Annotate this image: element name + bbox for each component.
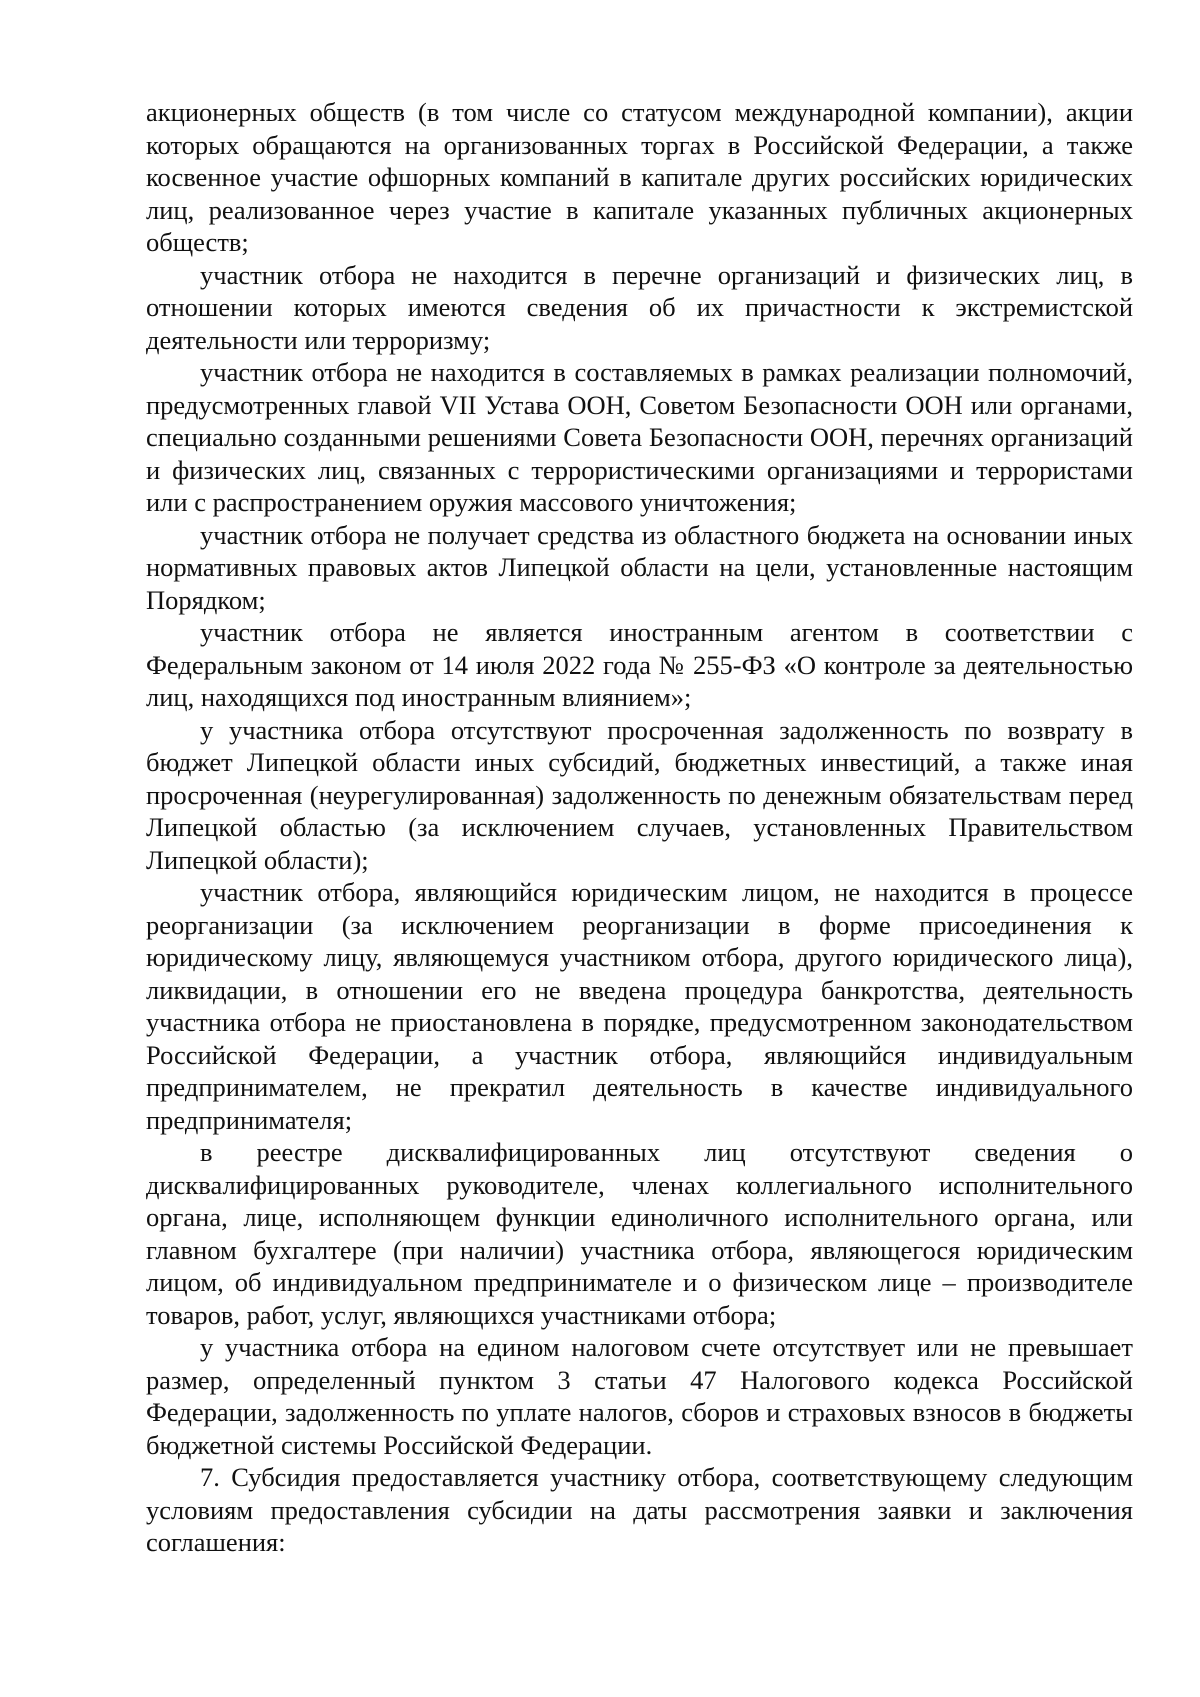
paragraph-tax-account: у участника отбора на едином налоговом счете отсутствует или не превышает размер, определенный пунктом 3 статьи 47 Налогового кодекса Российской Федерации, задолженность по уплате налогов, сборов и страховых взносов в бюджеты бюджетной системы Российской Федерации. xyxy=(146,1332,1133,1460)
paragraph-overdue-debt: у участника отбора отсутствуют просроченная задолженность по возврату в бюджет Липецкой области иных субсидий, бюджетных инвестиций, а также иная просроченная (неурегулированная) задолженность по денежным обязательствам перед Липецкой областью (за исключением случаев, установленных Правительством Липецкой области); xyxy=(146,714,1133,875)
paragraph-reorganization: участник отбора, являющийся юридическим лицом, не находится в процессе реорганизации (за исключением реорганизации в форме присоединения к юридическому лицу, являющемуся участником отбора, другого юридического лица), ликвидации, в отношении его не введена процедура банкротства, деятельность участника отбора не приостановлена в порядке, предусмотренном законодательством Российской Федерации, а участник отбора, являющийся индивидуальным предпринимателем, не прекратил деятельность в качестве индивидуального предпринимателя; xyxy=(146,877,1133,1135)
paragraph-regional-budget: участник отбора не получает средства из областного бюджета на основании иных нормативных правовых актов Липецкой области на цели, установленные настоящим Порядком; xyxy=(146,519,1133,615)
paragraph-extremism-list: участник отбора не находится в перечне организаций и физических лиц, в отношении которых имеются сведения об их причастности к экстремистской деятельности или терроризму; xyxy=(146,259,1133,355)
document-body xyxy=(146,96,1133,1559)
paragraph-continuation: акционерных обществ (в том числе со статусом международной компании), акции которых обращаются на организованных торгах в Российской Федерации, а также косвенное участие офшорных компаний в капитале других российских юридических лиц, реализованное через участие в капитале указанных публичных акционерных обществ; xyxy=(146,97,1133,257)
paragraph-foreign-agent: участник отбора не является иностранным агентом в соответствии с Федеральным законом от 14 июля 2022 года № 255-ФЗ «О контроле за деятельностью лиц, находящихся под иностранным влиянием»; xyxy=(146,617,1133,712)
paragraph-item-7: 7. Субсидия предоставляется участнику отбора, соответствующему следующим условиям предоставления субсидии на даты рассмотрения заявки и заключения соглашения: xyxy=(146,1462,1133,1557)
paragraph-un-sanctions: участник отбора не находится в составляемых в рамках реализации полномочий, предусмотренных главой VII Устава ООН, Советом Безопасности ООН или органами, специально созданными решениями Совета Безопасности ООН, перечнях организаций и физических лиц, связанных с террористическими организациями и террористами или с распространением оружия массового уничтожения; xyxy=(146,357,1133,517)
paragraph-disqualified-registry: в реестре дисквалифицированных лиц отсутствуют сведения о дисквалифицированных руководителе, членах коллегиального исполнительного органа, лице, исполняющем функции единоличного исполнительного органа, или главном бухгалтере (при наличии) участника отбора, являющегося юридическим лицом, об индивидуальном предпринимателе и о физическом лице – производителе товаров, работ, услуг, являющихся участниками отбора; xyxy=(146,1137,1133,1330)
